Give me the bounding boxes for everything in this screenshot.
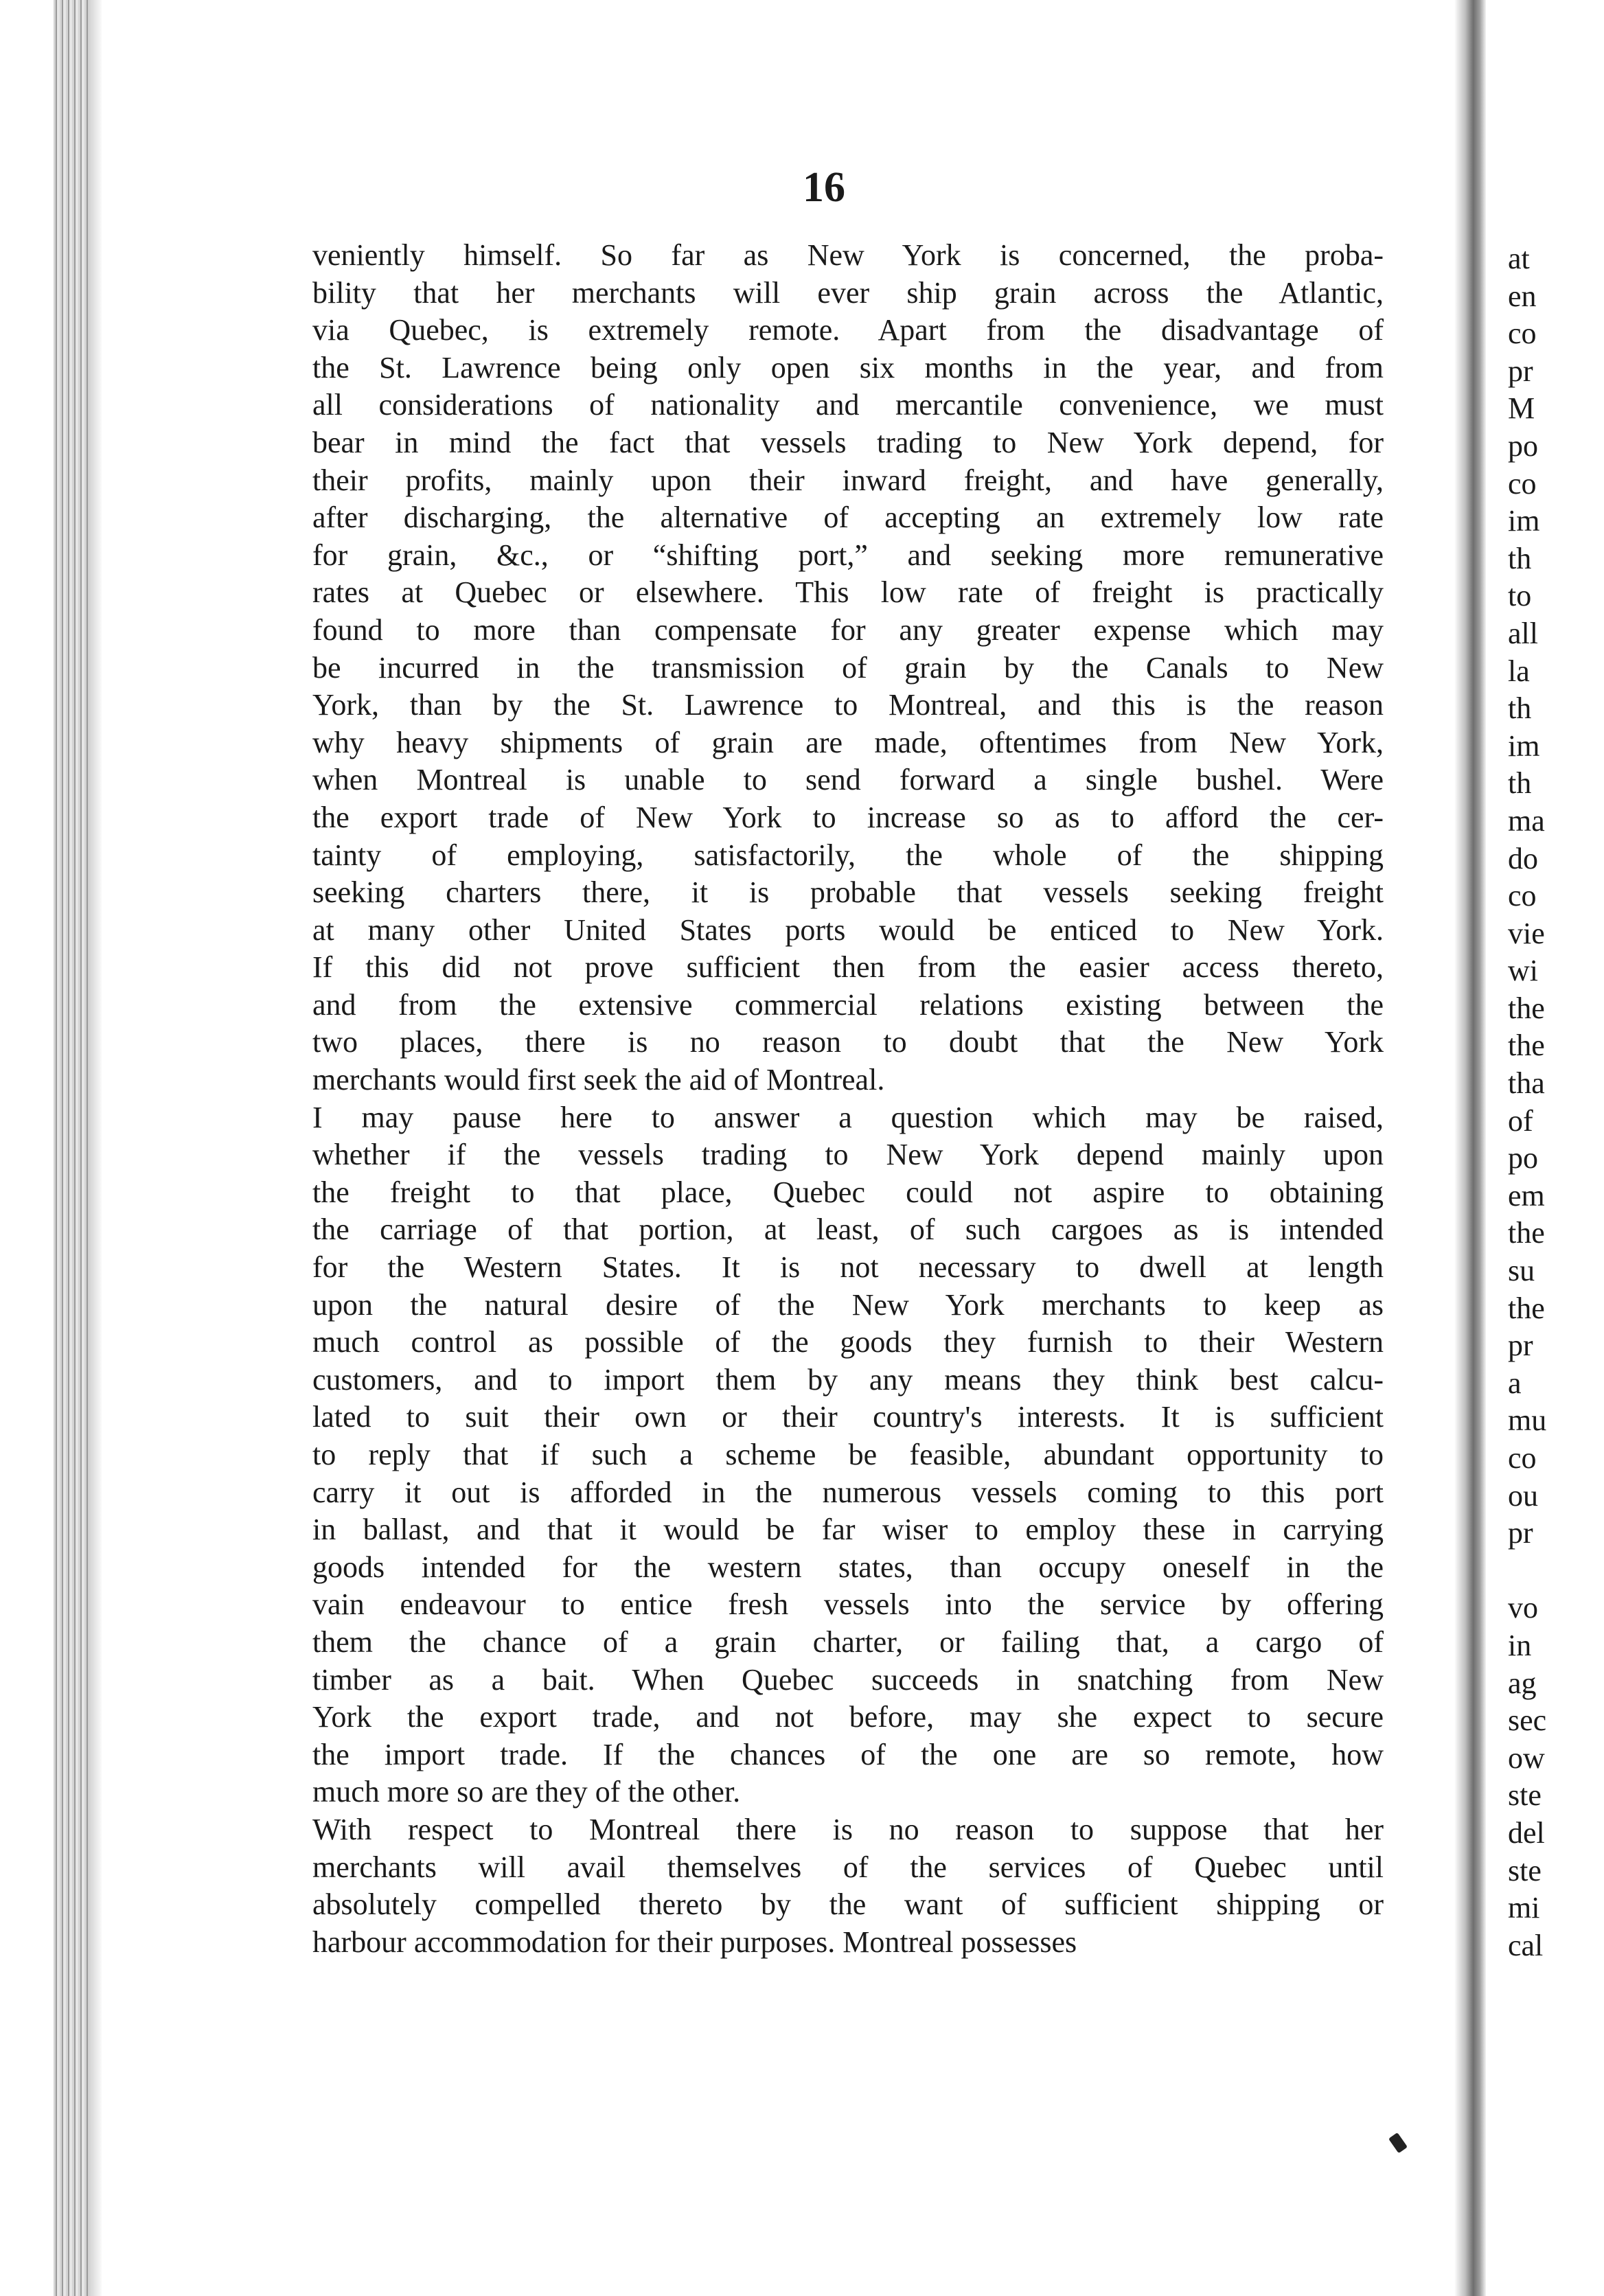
text-line: timber as a bait. When Quebec succeeds in snatching from New [312, 1662, 1384, 1697]
facing-page-fragment: a [1508, 1366, 1522, 1400]
text-line: veniently himself. So far as New York is concerned, the proba- [312, 238, 1384, 272]
body-text [312, 237, 1384, 1961]
text-line: the import trade. If the chances of the one are so remote, how [312, 1737, 1384, 1771]
facing-page-fragment: im [1508, 504, 1540, 538]
facing-page-fragment: po [1508, 428, 1538, 463]
facing-page-fragment: del [1508, 1815, 1545, 1850]
facing-page-fragment: co [1508, 1441, 1537, 1475]
facing-page-fragment: at [1508, 242, 1530, 275]
text-line: all considerations of nationality and mercantile convenience, we must [312, 388, 1384, 422]
facing-page-fragment: cal [1508, 1928, 1544, 1962]
facing-page-fragment: th [1508, 691, 1532, 726]
text-line: and from the extensive commercial relations existing between the [312, 987, 1384, 1022]
book-page-edges [54, 0, 91, 2296]
facing-page-fragment: co [1508, 317, 1537, 351]
facing-page-fragment: ag [1508, 1666, 1537, 1700]
text-line: much more so are they of the other. [312, 1775, 741, 1809]
text-line: seeking charters there, it is probable that vessels seeking freight [312, 875, 1384, 910]
text-line: their profits, mainly upon their inward freight, and have generally, [312, 463, 1384, 497]
text-line: the carriage of that portion, at least, of such cargoes as is intended [312, 1213, 1384, 1247]
ink-mark [1388, 2133, 1408, 2153]
facing-page-fragment: im [1508, 728, 1540, 763]
facing-page-fragment: to [1508, 579, 1532, 613]
text-line: York, than by the St. Lawrence to Montreal, and this is the reason [312, 688, 1384, 722]
text-line: in ballast, and that it would be far wiser to employ these in carrying [312, 1513, 1384, 1547]
facing-page-fragment: en [1508, 279, 1537, 313]
facing-page-fragment: in [1508, 1628, 1532, 1662]
facing-page-fragment: em [1508, 1178, 1545, 1213]
text-line: why heavy shipments of grain are made, oftentimes from New York, [312, 725, 1384, 759]
facing-page-fragment: the [1508, 1029, 1545, 1063]
text-line: merchants will avail themselves of the services of Quebec until [312, 1850, 1384, 1884]
page-number: 16 [803, 164, 845, 211]
text-line: at many other United States ports would be enticed to New York. [312, 912, 1384, 947]
facing-page-fragment: la [1508, 654, 1530, 688]
facing-page-fragment: ste [1508, 1853, 1542, 1887]
facing-page-fragment: mi [1508, 1891, 1540, 1925]
facing-page-fragment: the [1508, 991, 1545, 1025]
facing-page-fragment: po [1508, 1141, 1538, 1175]
facing-page-fragment: the [1508, 1216, 1545, 1250]
facing-page-fragment: ow [1508, 1741, 1545, 1775]
facing-page-fragment: ou [1508, 1478, 1538, 1513]
text-line: two places, there is no reason to doubt that the New York [312, 1025, 1384, 1059]
facing-page-fragment: co [1508, 466, 1537, 501]
text-line: when Montreal is unable to send forward a single bushel. Were [312, 763, 1384, 797]
facing-page-fragment: wi [1508, 954, 1538, 988]
text-line: via Quebec, is extremely remote. Apart from the disadvantage of [312, 313, 1384, 347]
text-line: the export trade of New York to increase so as to afford the cer- [312, 800, 1384, 834]
facing-page-fragment: tha [1508, 1066, 1545, 1101]
text-line: whether if the vessels trading to New York depend mainly upon [312, 1138, 1384, 1172]
text-line: upon the natural desire of the New York merchants to keep as [312, 1287, 1384, 1322]
text-line: York the export trade, and not before, may she expect to secure [312, 1700, 1384, 1734]
facing-page-fragment: su [1508, 1254, 1535, 1288]
text-line: vain endeavour to entice fresh vessels into the service by offering [312, 1587, 1384, 1622]
facing-page-fragment: mu [1508, 1403, 1547, 1438]
text-line: goods intended for the western states, than occupy oneself in the [312, 1550, 1384, 1584]
facing-page-fragment: all [1508, 616, 1538, 650]
facing-page-fragment: ma [1508, 803, 1545, 838]
book-page-edge-shadow [88, 0, 102, 2296]
text-line: harbour accommodation for their purposes. Montreal possesses [312, 1925, 1077, 1959]
facing-page-fragment: th [1508, 541, 1532, 575]
text-line: after discharging, the alternative of accepting an extremely low rate [312, 501, 1384, 535]
text-line: the St. Lawrence being only open six months in the year, and from [312, 350, 1384, 384]
facing-page-fragment [1508, 1552, 1604, 1590]
text-line: carry it out is afforded in the numerous vessels coming to this port [312, 1475, 1384, 1509]
text-line: If this did not prove sufficient then from the easier access thereto, [312, 950, 1384, 985]
text-line: I may pause here to answer a question which may be raised, [312, 1100, 1384, 1134]
facing-page-fragment: sec [1508, 1703, 1547, 1738]
text-line: them the chance of a grain charter, or failing that, a cargo of [312, 1625, 1384, 1659]
facing-page-fragment: vo [1508, 1591, 1538, 1625]
text-line: found to more than compensate for any greater expense which may [312, 612, 1384, 647]
facing-page-fragment: vie [1508, 916, 1545, 950]
facing-page-fragment: co [1508, 879, 1537, 913]
text-line: customers, and to import them by any means they think best calcu- [312, 1362, 1384, 1397]
facing-page-fragment: pr [1508, 1329, 1533, 1363]
text-line: lated to suit their own or their country's interests. It is sufficient [312, 1400, 1384, 1434]
facing-page-fragment: th [1508, 766, 1532, 801]
text-line: the freight to that place, Quebec could not aspire to obtaining [312, 1175, 1384, 1209]
facing-page-fragment: M [1508, 391, 1535, 426]
facing-page-fragment: ste [1508, 1778, 1542, 1813]
text-line: for grain, &c., or “shifting port,” and seeking more remunerative [312, 538, 1384, 572]
text-line: rates at Quebec or elsewhere. This low rate of freight is practically [312, 575, 1384, 610]
facing-page-fragment: pr [1508, 1516, 1533, 1550]
book-gutter-shadow [1454, 0, 1486, 2296]
facing-page-fragment: pr [1508, 354, 1533, 388]
text-line: bear in mind the fact that vessels trading to New York depend, for [312, 425, 1384, 459]
facing-page-fragment: do [1508, 841, 1538, 875]
text-line: merchants would first seek the aid of Montreal. [312, 1063, 885, 1097]
text-line: much control as possible of the goods they furnish to their Western [312, 1325, 1384, 1359]
text-line: bility that her merchants will ever ship grain across the Atlantic, [312, 275, 1384, 310]
text-line: be incurred in the transmission of grain by the Canals to New [312, 650, 1384, 685]
text-line: tainty of employing, satisfactorily, the whole of the shipping [312, 838, 1384, 872]
facing-page-fragments [1508, 240, 1604, 1964]
text-line: to reply that if such a scheme be feasible, abundant opportunity to [312, 1438, 1384, 1471]
text-line: With respect to Montreal there is no reason to suppose that her [312, 1812, 1384, 1846]
facing-page-fragment: the [1508, 1291, 1545, 1325]
text-line: absolutely compelled thereto by the want of sufficient shipping or [312, 1887, 1384, 1922]
facing-page-fragment: of [1508, 1103, 1533, 1138]
text-line: for the Western States. It is not necessary to dwell at length [312, 1250, 1384, 1285]
